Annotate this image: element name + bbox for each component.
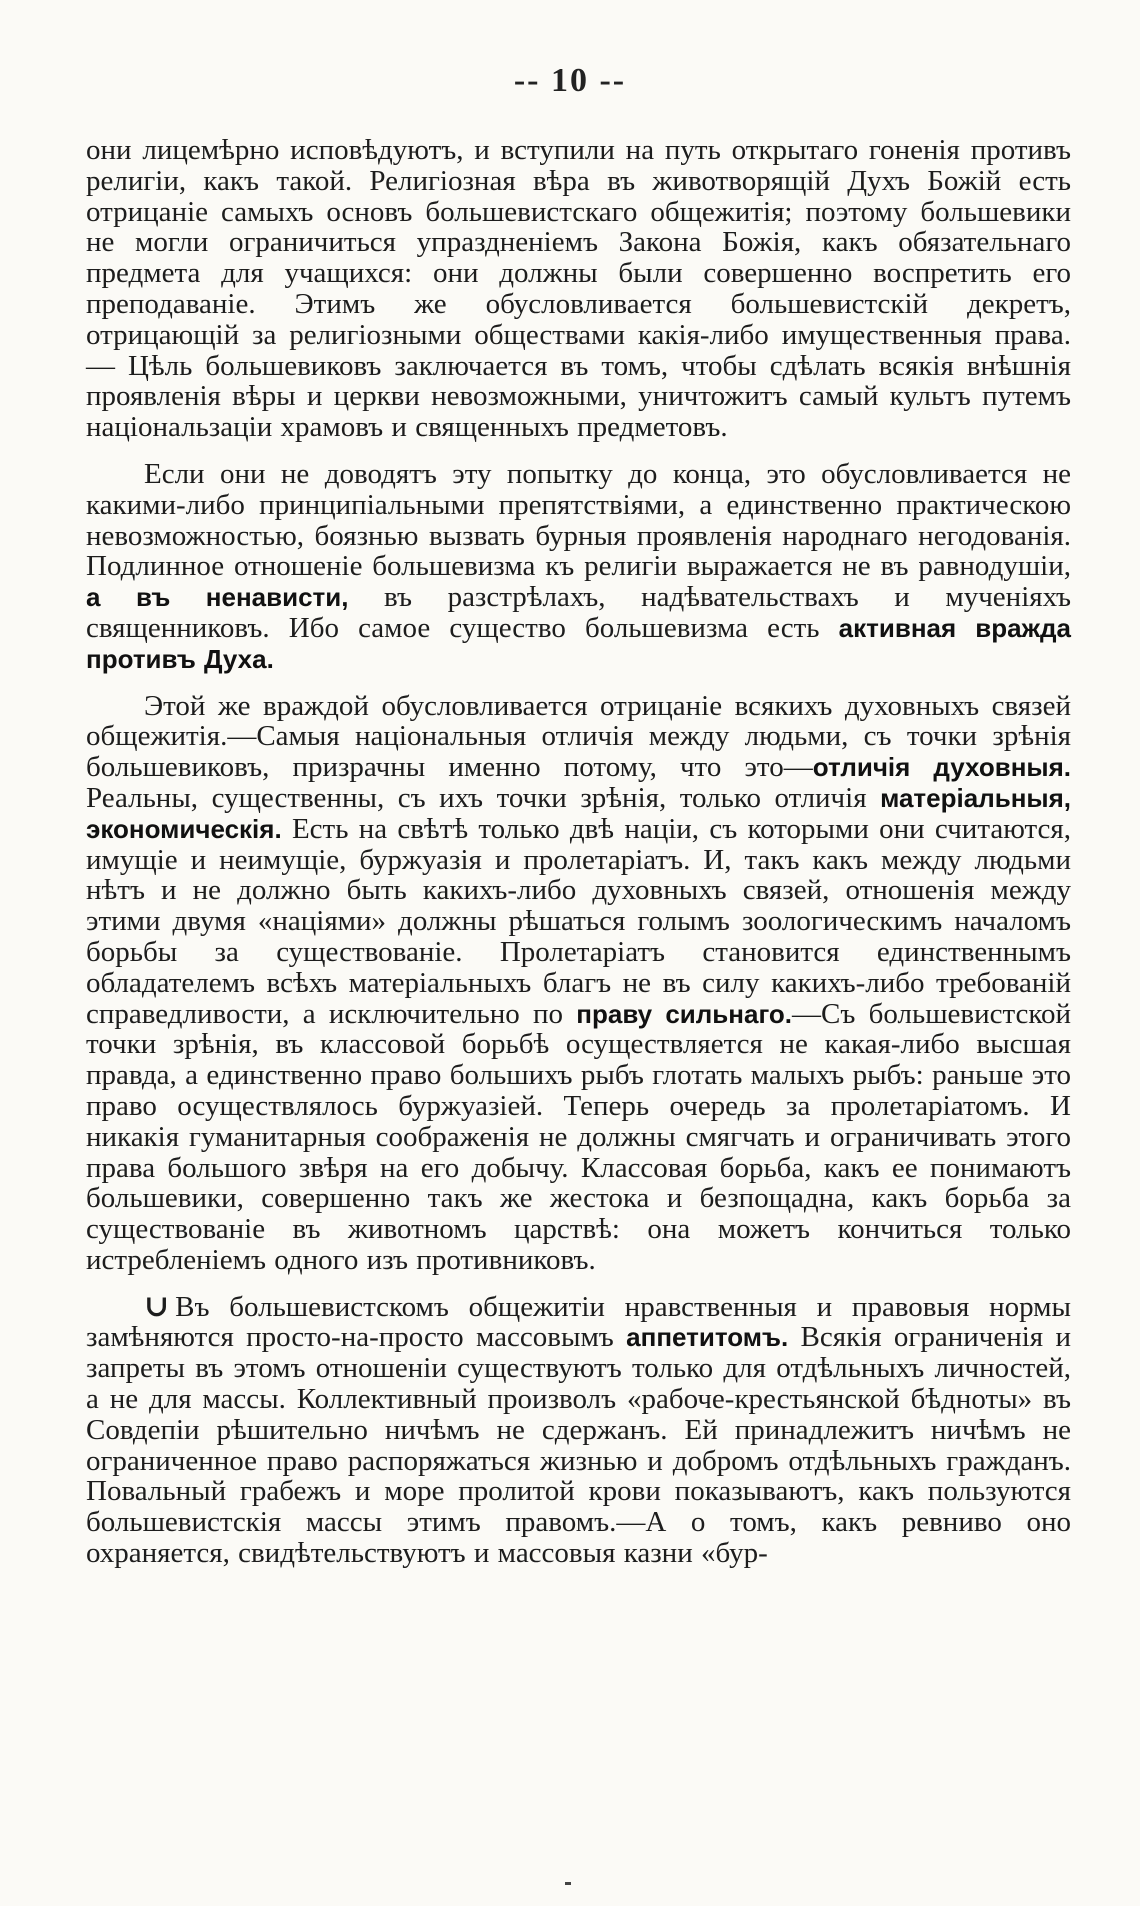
body-text: Если они не доводятъ эту попытку до конца, это обусловливается не какими-либо принципіальными препятствіями, а единственно практическою невозможностью, боязнью вызвать бурныя проявленія народнаго негодованія. Подлинное отношеніе большевизма къ религіи выражается не въ равнодушіи, [86,457,1071,583]
ink-speck [565,1882,571,1885]
body-text: они лицемѣрно исповѣдуютъ, и вступили на путь открытаго гоненія противъ религіи, какъ такой. Религіозная вѣра въ животворящій Духъ Божій есть отрицаніе самыхъ основъ большевистскаго общежитія; поэтому большевики не могли ограничиться упраздненіемъ Закона Божія, какъ обязательнаго предмета для учащихся: они должны были совершенно воспретить его преподаваніе. Этимъ же обусловливается большевистскій декретъ, отрицающій за религіозными обществами какія-либо имущественныя права. — Цѣль большевиковъ заключается въ томъ, чтобы сдѣлать всякія внѣшнія проявленія вѣры и церкви невозможными, уничтожитъ самый культъ путемъ національзаціи храмовъ и священныхъ предметовъ. [86,134,1071,444]
paragraph [86,1289,1071,1570]
margin-mark: ∪ [144,1289,170,1323]
emphasized-text: праву сильнаго. [576,998,793,1029]
body-text: Есть на свѣтѣ только двѣ націи, съ которыми они считаются, имущіе и неимущіе, буржуазія и пролетаріатъ. И, такъ какъ между людьми нѣтъ и не должно быть какихъ-либо духовныхъ связей, отношенія между этими двумя «націями» должны рѣшаться голымъ зоологическимъ началомъ борьбы за существованіе. Пролетаріатъ становится единственнымъ обладателемъ всѣхъ матеріальныхъ благъ не въ силу какихъ-либо требованій справедливости, а исключительно по [86,812,1071,1030]
emphasized-text: активная вражда противъ Духа. [86,612,1071,674]
paragraph [86,691,1071,1276]
page-number: -- 10 -- [513,62,627,99]
body-text: Этой же враждой обусловливается отрицаніе всякихъ духовныхъ связей общежитія.—Самыя національныя отличія между людьми, съ точки зрѣнія большевиковъ, призрачны именно потому, что это— [86,689,1071,784]
emphasized-text: отличія духовныя. [812,752,1071,783]
body-text: Въ большевистскомъ общежитіи нравственныя и правовыя нормы замѣняются просто-на-просто массовымъ [86,1290,1071,1354]
text-body [86,135,1071,1585]
body-text: въ разстрѣлахъ, надѣвательствахъ и мученіяхъ священниковъ. Ибо самое существо большевизма есть [86,581,1071,644]
emphasized-text: матеріальныя, экономическія. [86,782,1071,844]
paragraph [86,135,1071,443]
emphasized-text: а въ ненависти, [86,582,349,613]
paragraph [86,459,1071,675]
body-text: Реальны, существенны, съ ихъ точки зрѣнія, только отличія [86,781,881,814]
emphasized-text: аппетитомъ. [626,1322,789,1353]
body-text: Всякія ограниченія и запреты въ этомъ отношеніи существуютъ только для отдѣльныхъ личностей, а не для массы. Коллективный произволъ «рабоче-крестьянской бѣдноты» въ Совдепіи рѣшительно ничѣмъ не сдержанъ. Ей принадлежитъ ничѣмъ не ограниченное право распоряжаться жизнью и добромъ отдѣльныхъ гражданъ. Повальный грабежъ и море пролитой крови показываютъ, какъ пользуются большевистскія массы этимъ правомъ.—А о томъ, какъ ревниво оно охраняется, свидѣтельствуютъ и массовыя казни «бур- [86,1321,1071,1570]
body-text: —Съ большевистской точки зрѣнія, въ классовой борьбѣ осуществляется не какая-либо высшая правда, а единственно право большихъ рыбъ глотать малыхъ рыбъ: раньше это право осуществлялось буржуазіей. Теперь очередь за пролетаріатомъ. И никакія гуманитарныя соображенія не должны смягчать и ограничивать этого права большого звѣря на его добычу. Классовая борьба, какъ ее понимаютъ большевики, совершенно такъ же жестока и безпощадна, какъ борьба за существованіе въ животномъ царствѣ: она можетъ кончиться только истребленіемъ одного изъ противниковъ. [86,997,1072,1276]
